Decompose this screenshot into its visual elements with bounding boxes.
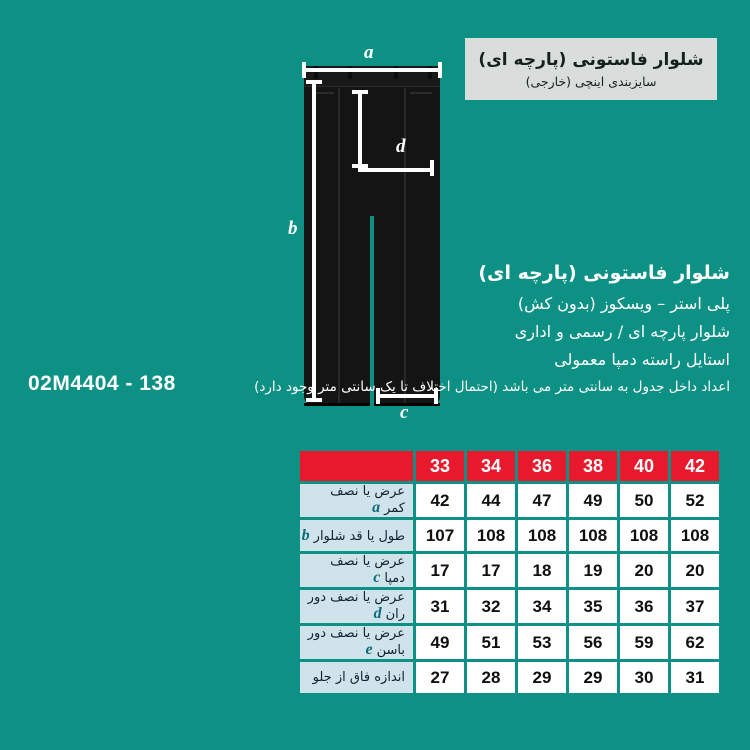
measure-label-b: b: [288, 218, 298, 239]
measure-line-a: [302, 68, 442, 72]
table-row: [300, 554, 719, 587]
cell-r0-c5: 42: [416, 484, 464, 517]
row-label-text-e: عرض یا نصف دور باسن: [307, 626, 405, 658]
size-table: [297, 448, 722, 696]
page-title: شلوار فاستونی (پارچه ای): [478, 49, 704, 70]
size-header-33: 33: [416, 451, 464, 481]
cell-r1-c4: 108: [467, 520, 515, 551]
measure-cap-a-right: [438, 62, 442, 78]
row-label-text-c: عرض یا نصف دمپا: [330, 554, 405, 586]
size-header-40: 40: [620, 451, 668, 481]
cell-r5-c3: 29: [518, 662, 566, 693]
cell-r1-c2: 108: [569, 520, 617, 551]
description-line-3: استایل راسته دمپا معمولی: [554, 350, 730, 369]
measure-cap-a-left: [302, 62, 306, 78]
measure-line-d: [358, 168, 434, 172]
row-letter-a: a: [372, 499, 381, 516]
cell-r3-c2: 35: [569, 590, 617, 623]
cell-r2-c1: 20: [620, 554, 668, 587]
row-letter-e: e: [365, 641, 373, 658]
cell-r3-c3: 34: [518, 590, 566, 623]
cell-r3-c0: 37: [671, 590, 719, 623]
table-row: [300, 662, 719, 693]
cell-r0-c3: 47: [518, 484, 566, 517]
cell-r5-c5: 27: [416, 662, 464, 693]
cell-r1-c3: 108: [518, 520, 566, 551]
cell-r4-c2: 56: [569, 626, 617, 659]
cell-r4-c3: 53: [518, 626, 566, 659]
measure-cap-d-right: [430, 160, 434, 176]
table-row: [300, 626, 719, 659]
cell-r0-c2: 49: [569, 484, 617, 517]
row-label-text-d: عرض یا نصف دور ران: [307, 590, 405, 622]
row-letter-b: b: [301, 526, 310, 544]
size-header-36: 36: [518, 451, 566, 481]
cell-r2-c0: 20: [671, 554, 719, 587]
cell-r1-c5: 107: [416, 520, 464, 551]
measure-label-a: a: [364, 42, 374, 63]
measure-cap-d-top: [352, 90, 368, 94]
cell-r4-c1: 59: [620, 626, 668, 659]
size-header-42: 42: [671, 451, 719, 481]
size-header-38: 38: [569, 451, 617, 481]
cell-r4-c4: 51: [467, 626, 515, 659]
cell-r0-c4: 44: [467, 484, 515, 517]
measure-cap-b-top: [306, 80, 322, 84]
cell-r3-c5: 31: [416, 590, 464, 623]
size-header-34: 34: [467, 451, 515, 481]
table-row: [300, 590, 719, 623]
row-label-rise: [300, 662, 413, 693]
cell-r2-c2: 19: [569, 554, 617, 587]
product-code: 02M4404 - 138: [28, 372, 176, 395]
cell-r1-c1: 108: [620, 520, 668, 551]
cell-r5-c0: 31: [671, 662, 719, 693]
measure-label-d: d: [396, 136, 406, 157]
description-note: اعداد داخل جدول به سانتی متر می باشد (احتمال اختلاف تا یک سانتی متر وجود دارد): [254, 379, 730, 395]
cell-r5-c1: 30: [620, 662, 668, 693]
product-description: [210, 262, 730, 395]
cell-r5-c2: 29: [569, 662, 617, 693]
measure-cap-b-bottom: [306, 398, 322, 402]
measure-line-d-vertical: [358, 90, 362, 168]
row-label-e: [300, 626, 413, 659]
row-label-a: [300, 484, 413, 517]
description-title: شلوار فاستونی (پارچه ای): [478, 262, 730, 284]
page-subtitle: سایزبندی اینچی (خارجی): [525, 73, 657, 89]
row-label-b: [300, 520, 413, 551]
cell-r4-c0: 62: [671, 626, 719, 659]
cell-r4-c5: 49: [416, 626, 464, 659]
header-title-box: [465, 38, 717, 100]
cell-r3-c1: 36: [620, 590, 668, 623]
cell-r2-c3: 18: [518, 554, 566, 587]
cell-r5-c4: 28: [467, 662, 515, 693]
hem-left: [304, 403, 370, 406]
table-row: [300, 484, 719, 517]
cell-r0-c0: 52: [671, 484, 719, 517]
table-row: [300, 520, 719, 551]
row-letter-d: d: [373, 605, 382, 622]
header-label-blank: [300, 451, 413, 481]
cell-r1-c0: 108: [671, 520, 719, 551]
table-header-row: [300, 451, 719, 481]
measure-label-c: c: [400, 402, 409, 423]
row-label-d: [300, 590, 413, 623]
size-chart-table: [297, 448, 722, 696]
row-label-text-rise: اندازه فاق از جلو: [312, 670, 405, 685]
row-label-text-a: عرض یا نصف کمر: [330, 484, 405, 516]
description-line-2: شلوار پارچه ای / رسمی و اداری: [514, 322, 730, 341]
cell-r2-c5: 17: [416, 554, 464, 587]
cell-r2-c4: 17: [467, 554, 515, 587]
row-label-c: [300, 554, 413, 587]
cell-r3-c4: 32: [467, 590, 515, 623]
pocket-line: [410, 92, 432, 94]
cell-r0-c1: 50: [620, 484, 668, 517]
row-letter-c: c: [373, 569, 381, 586]
row-label-text-b: طول یا قد شلوار: [313, 528, 405, 544]
description-line-1: پلی استر – ویسکوز (بدون کش): [517, 294, 730, 313]
